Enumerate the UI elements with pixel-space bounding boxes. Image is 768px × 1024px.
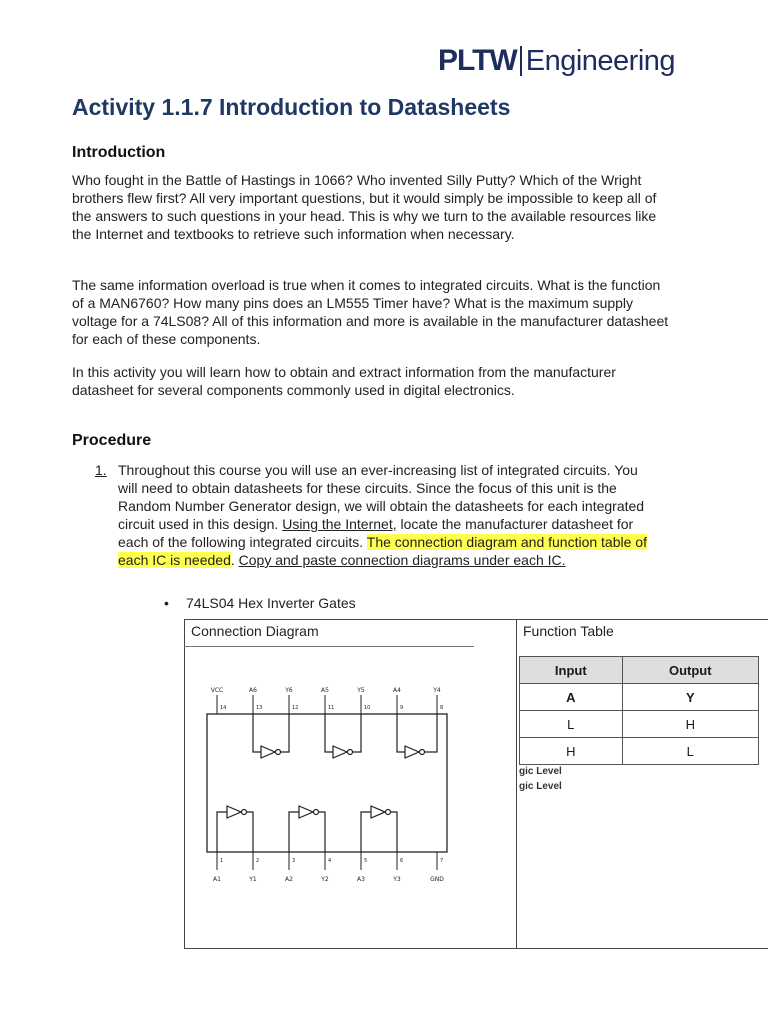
pin-number: 4 — [328, 858, 332, 864]
intro-paragraph-2: The same information overload is true when it comes to integrated circuits. What is the function of a MAN6760? How many pins does an LM555 Timer have? What is the maximum supply voltage for a 74LS08? All of this information and more is available in the manufacturer datasheet for each of these components. — [72, 277, 669, 347]
pin-number: 10 — [364, 705, 371, 711]
using-internet-text: Using the Internet, — [282, 516, 397, 532]
function-table-input-header: Input — [520, 657, 623, 684]
pin-label: Y3 — [393, 876, 401, 883]
procedure-heading: Procedure — [72, 432, 152, 449]
pin-label: VCC — [210, 687, 224, 694]
connection-diagram — [205, 680, 455, 885]
logo-brand: PLTW — [438, 44, 517, 77]
pin-label: A2 — [285, 876, 293, 883]
pin-label: Y4 — [433, 687, 441, 694]
table-row — [520, 684, 759, 711]
step-number: 1. — [95, 462, 107, 478]
pin-label: A5 — [321, 687, 329, 694]
intro-paragraph-3: In this activity you will learn how to obtain and extract information from the manufacturer datasheet for several components commonly used in digital electronics. — [72, 364, 616, 398]
inverter-gate-icon — [299, 806, 313, 818]
function-table — [519, 656, 759, 765]
gate-wire — [319, 812, 325, 852]
gate-wire — [391, 812, 397, 852]
bullet-text: 74LS04 Hex Inverter Gates — [186, 595, 356, 611]
step-text-a: Throughout this course you will use an ever-increasing list of integrated circuits. You will need to obtain datasheets for these circuits. Since the focus of this unit is the Random Number Generator design, we will obtain the datasheets for each integrated circuit used in this design. — [118, 462, 645, 532]
table-cell: L — [622, 738, 758, 765]
highlighted-requirement: The connection diagram and function table of each IC is needed — [118, 534, 647, 568]
function-table-header-row — [520, 657, 759, 684]
pin-number: 14 — [220, 705, 227, 711]
table-header-line — [184, 646, 474, 647]
function-table-header: Function Table — [523, 623, 614, 639]
step-text-b: locate the manufacturer datasheet for each of the following integrated circuits. — [118, 516, 634, 550]
table-cell: H — [622, 711, 758, 738]
pin-number: 3 — [292, 858, 296, 864]
step-text-c: . — [230, 552, 239, 568]
pin-number: 8 — [440, 705, 444, 711]
inverter-gate-icon — [333, 746, 347, 758]
gate-wire — [325, 714, 333, 752]
pin-number: 9 — [400, 705, 404, 711]
page-title: Activity 1.1.7 Introduction to Datasheets — [72, 94, 511, 120]
inverter-gate-icon — [371, 806, 385, 818]
inverter-gate-icon — [405, 746, 419, 758]
table-cell: Y — [622, 684, 758, 711]
pin-label: Y6 — [285, 687, 293, 694]
connection-diagram-header: Connection Diagram — [191, 623, 319, 639]
pin-label: A1 — [213, 876, 221, 883]
gate-wire — [361, 812, 371, 852]
logo-product: Engineering — [525, 44, 676, 77]
bullet-item-74ls04 — [164, 595, 356, 611]
procedure-step-1 — [95, 461, 655, 569]
pin-number: 11 — [328, 705, 335, 711]
gate-wire — [247, 812, 253, 852]
pin-number: 5 — [364, 858, 368, 864]
function-table-output-header: Output — [622, 657, 758, 684]
gate-wire — [353, 714, 361, 752]
table-row — [520, 738, 759, 765]
introduction-heading: Introduction — [72, 144, 166, 161]
gate-wire — [397, 714, 405, 752]
ic-body — [207, 714, 447, 852]
table-column-divider — [516, 619, 517, 948]
table-cell: A — [520, 684, 623, 711]
gate-wire — [281, 714, 289, 752]
table-row — [520, 711, 759, 738]
table-cell: H — [520, 738, 623, 765]
pin-number: 2 — [256, 858, 260, 864]
inverter-gate-icon — [261, 746, 275, 758]
gate-wire — [217, 812, 227, 852]
table-cell: L — [520, 711, 623, 738]
pin-label: A3 — [357, 876, 365, 883]
intro-paragraph-1: Who fought in the Battle of Hastings in 1066? Who invented Silly Putty? Which of the Wright brothers flew first? All very important questions, but it would simply be impossible to keep all of the answers to such questions in your head. This is why we turn to the available resources like the Internet and textbooks to retrieve such information when necessary. — [72, 172, 657, 242]
pin-label: A6 — [249, 687, 257, 694]
pin-number: 1 — [220, 858, 224, 864]
pin-number: 7 — [440, 858, 444, 864]
pin-label: A4 — [393, 687, 401, 694]
pin-label: Y5 — [357, 687, 365, 694]
logo-divider — [520, 46, 522, 76]
pltw-engineering-logo — [438, 44, 675, 78]
pin-label: GND — [430, 876, 444, 883]
pin-number: 12 — [292, 705, 299, 711]
pin-label: Y2 — [321, 876, 329, 883]
logic-level-note-2: gic Level — [519, 781, 562, 792]
pin-label: Y1 — [249, 876, 257, 883]
step-body — [118, 461, 655, 569]
gate-wire — [289, 812, 299, 852]
pin-number: 13 — [256, 705, 263, 711]
copy-paste-instruction: Copy and paste connection diagrams under each IC. — [238, 552, 566, 568]
gate-wire — [253, 714, 261, 752]
logic-level-note-1: gic Level — [519, 766, 562, 777]
bullet-dot-icon: • — [164, 595, 169, 611]
inverter-gate-icon — [227, 806, 241, 818]
pin-number: 6 — [400, 858, 404, 864]
gate-wire — [425, 714, 437, 752]
